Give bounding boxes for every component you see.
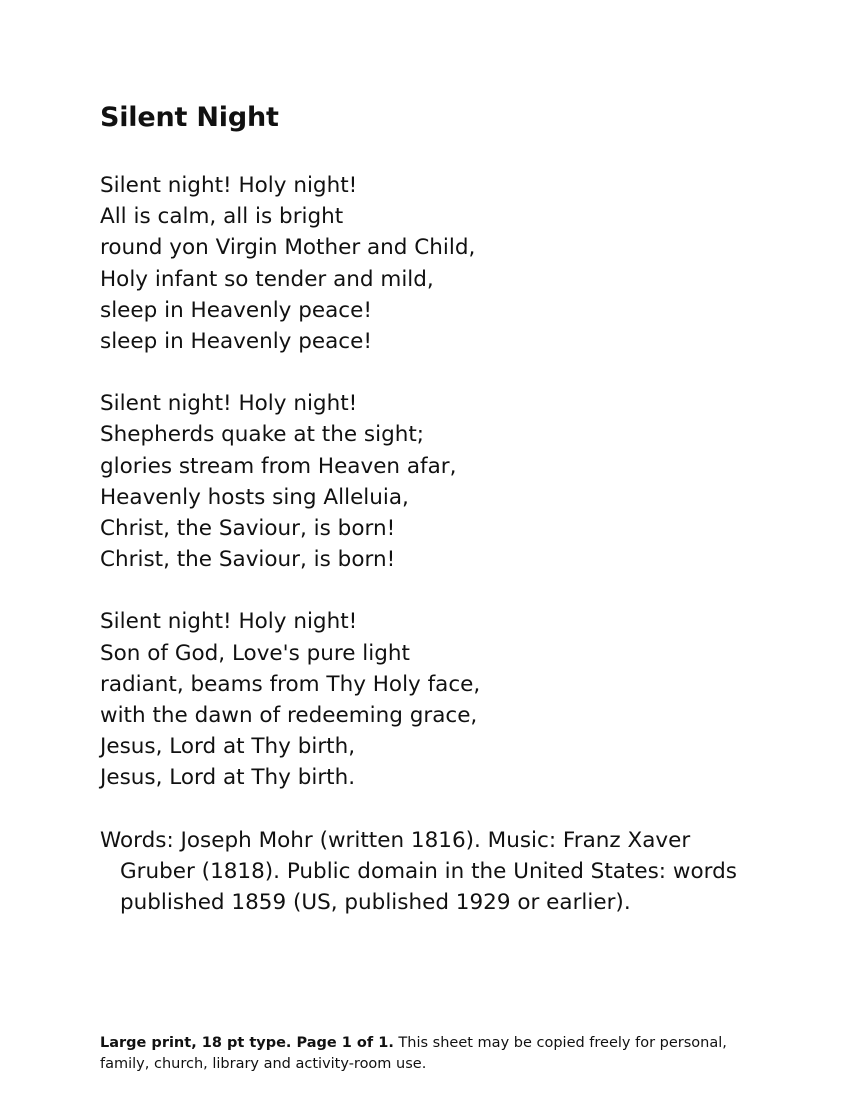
footer-bold-note: Large print, 18 pt type. Page 1 of 1. — [100, 1035, 394, 1051]
lyric-line: sleep in Heavenly peace! — [100, 297, 372, 323]
stanza-3 — [100, 606, 760, 793]
page-footer — [100, 1033, 740, 1075]
lyric-line: glories stream from Heaven afar, — [100, 453, 457, 479]
footer-note: This sheet may be copied freely for personal, family, church, library and activity-room use. — [100, 1035, 727, 1072]
lyric-line: Jesus, Lord at Thy birth, — [100, 734, 356, 760]
lyrics-sheet — [100, 98, 760, 918]
lyric-line: Jesus, Lord at Thy birth. — [100, 765, 356, 791]
lyric-line: round yon Virgin Mother and Child, — [100, 235, 476, 261]
lyric-line: Son of God, Love's pure light — [100, 640, 410, 666]
stanza-1 — [100, 170, 760, 357]
lyric-line: Holy infant so tender and mild, — [100, 266, 434, 292]
lyric-line: Christ, the Saviour, is born! — [100, 547, 396, 573]
lyric-line: All is calm, all is bright — [100, 204, 344, 230]
lyric-line: Shepherds quake at the sight; — [100, 422, 425, 448]
lyric-line: Christ, the Saviour, is born! — [100, 516, 396, 542]
song-title: Silent Night — [100, 102, 279, 133]
stanza-2 — [100, 388, 760, 575]
lyric-line: Heavenly hosts sing Alleluia, — [100, 484, 409, 510]
lyric-line: Silent night! Holy night! — [100, 391, 358, 417]
lyric-line: Silent night! Holy night! — [100, 609, 358, 635]
lyric-line: Silent night! Holy night! — [100, 173, 358, 198]
song-credits: Words: Joseph Mohr (written 1816). Music: Franz Xaver Gruber (1818). Public domain in the United States: words published 1859 (US, published 1929 or earlier). — [100, 827, 737, 915]
lyric-line: sleep in Heavenly peace! — [100, 329, 372, 355]
lyric-line: with the dawn of redeeming grace, — [100, 703, 478, 729]
lyric-line: radiant, beams from Thy Holy face, — [100, 671, 481, 697]
